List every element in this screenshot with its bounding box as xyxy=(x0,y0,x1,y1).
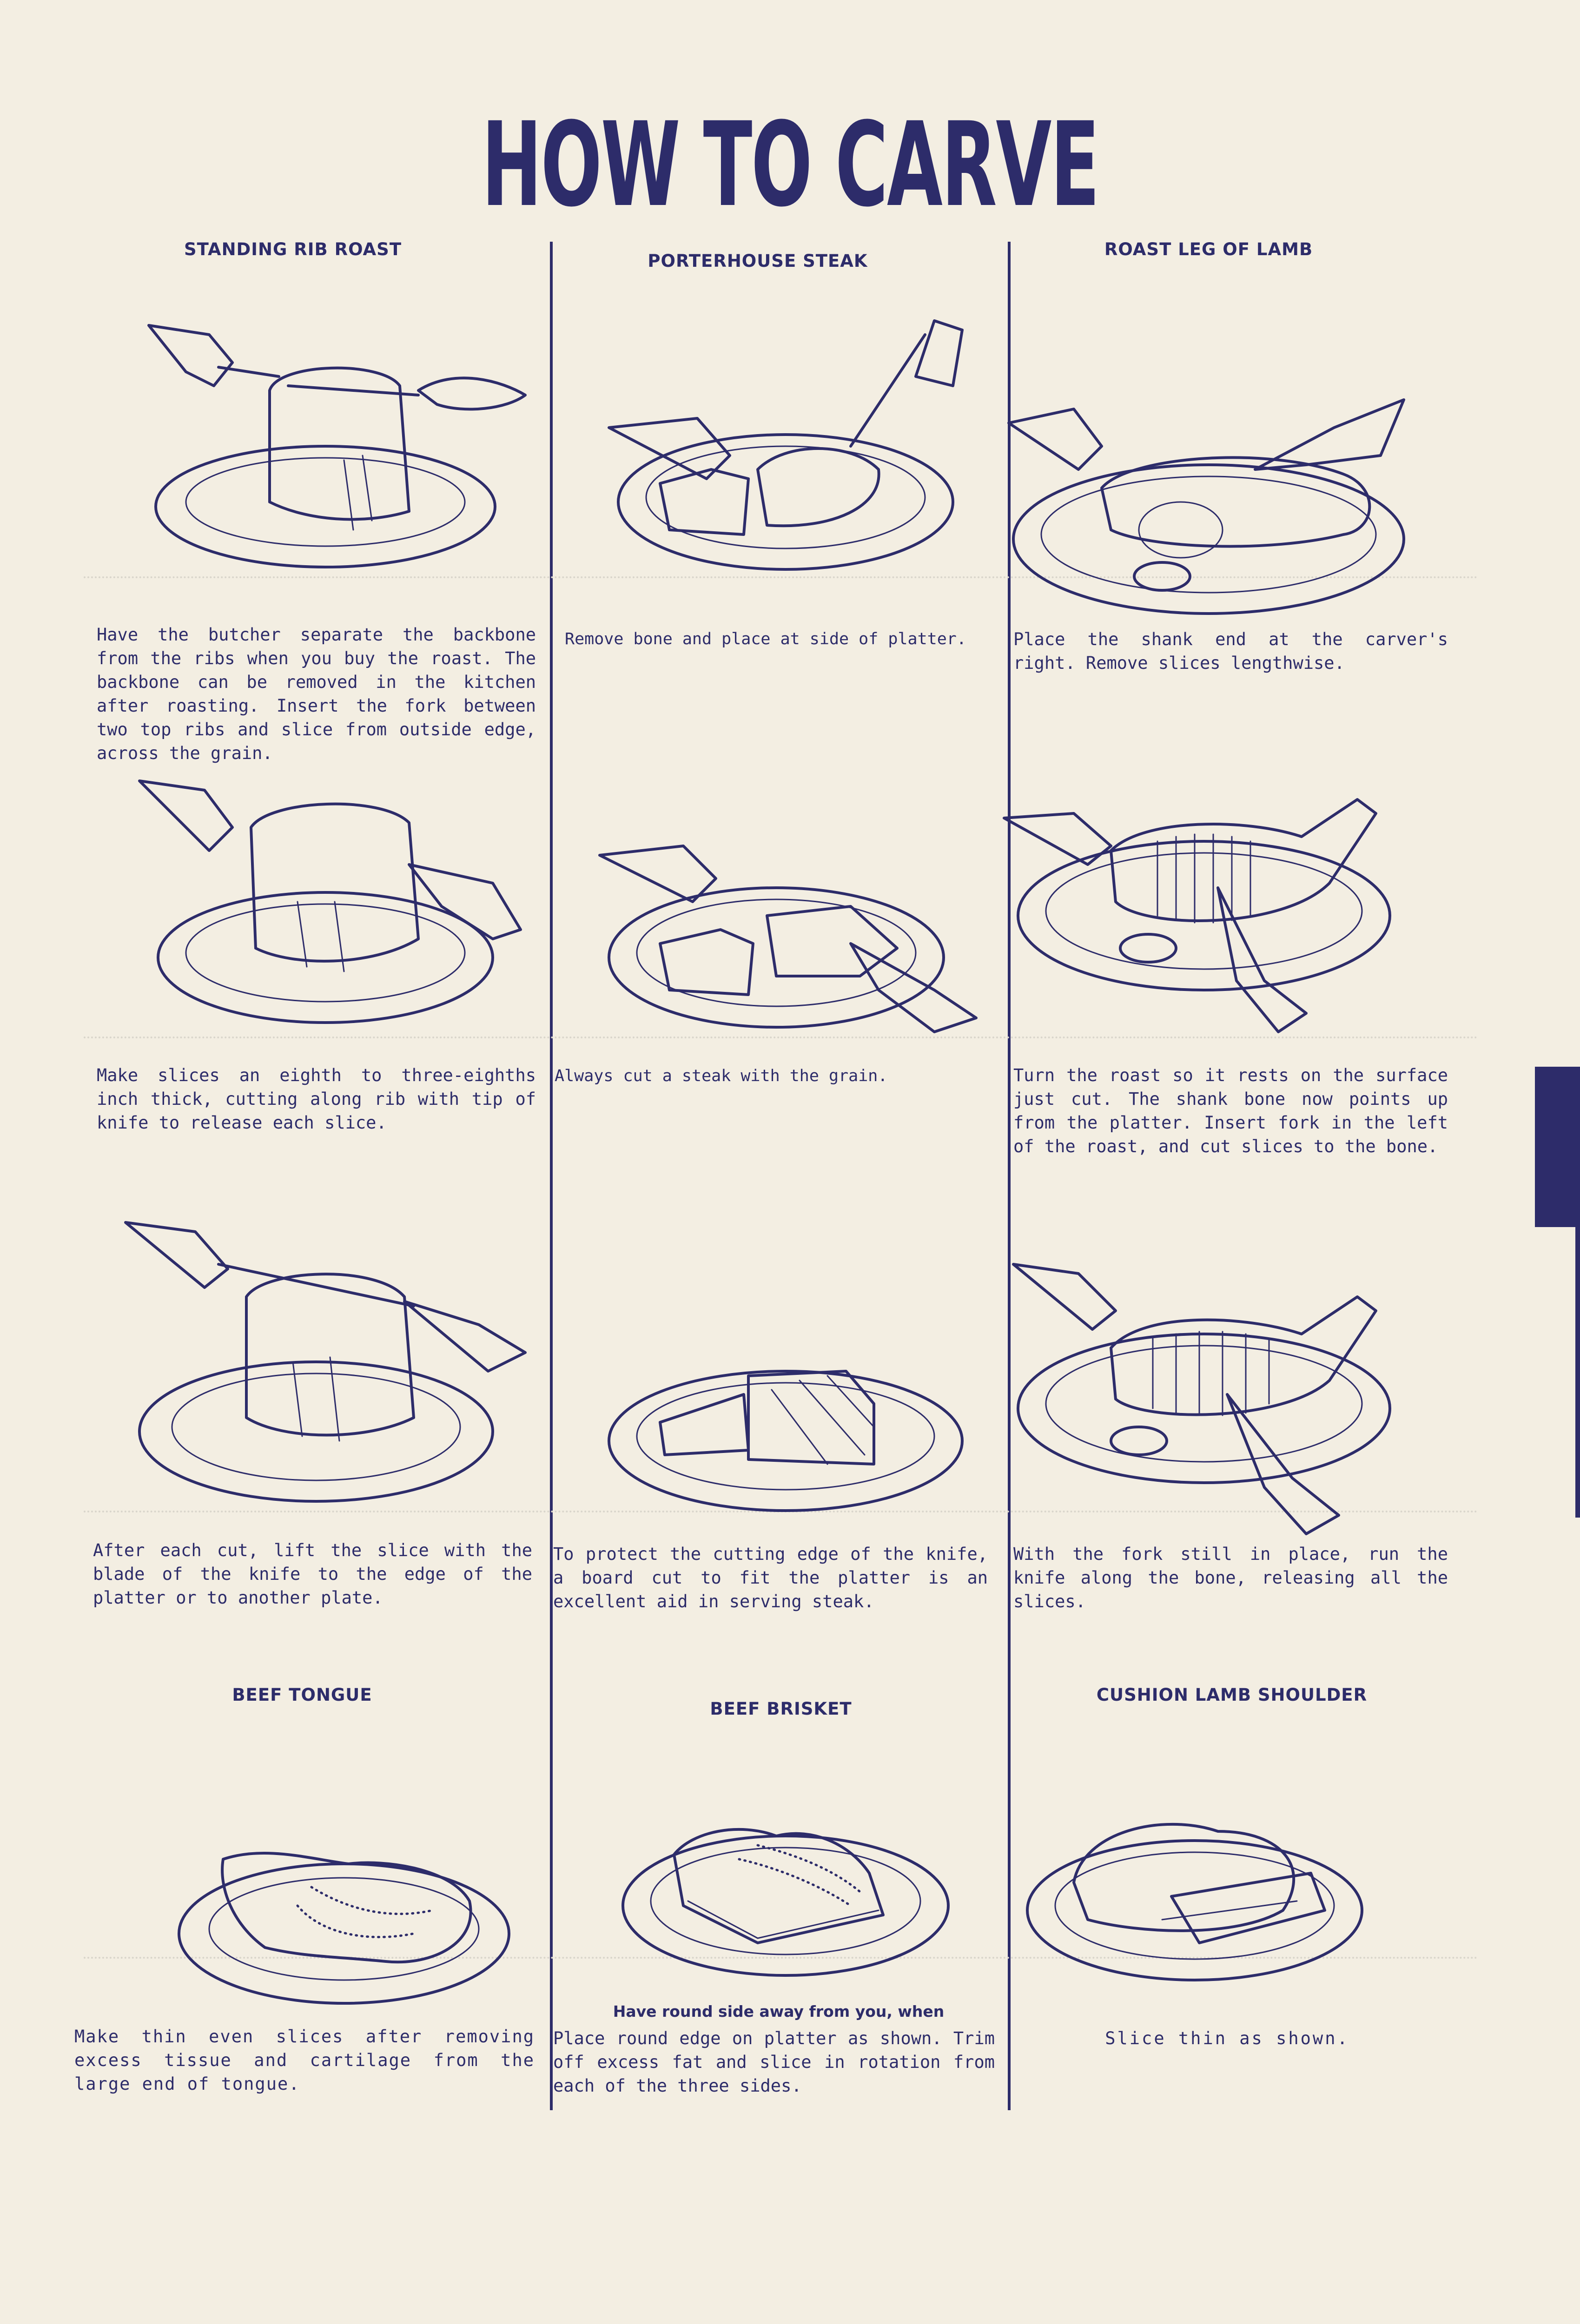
cushion-lamb-illustration xyxy=(1023,1803,1367,1989)
heading-roast-leg-of-lamb: ROAST LEG OF LAMB xyxy=(1104,239,1313,259)
porterhouse-illustration-3 xyxy=(595,1348,1004,1525)
beef-brisket-text: Place round edge on platter as shown. Trim off excess fat and slice in rotation from each of the three sides. xyxy=(553,2028,995,2096)
lamb-leg-illustration-1 xyxy=(1009,381,1418,623)
heading-standing-rib-roast: STANDING RIB ROAST xyxy=(184,239,402,259)
heading-beef-tongue: BEEF TONGUE xyxy=(232,1685,372,1705)
heading-cushion-lamb-shoulder: CUSHION LAMB SHOULDER xyxy=(1096,1685,1368,1705)
lamb-leg-step-1-text: Place the shank end at the carver's right. Remove slices lengthwise. xyxy=(1013,629,1448,673)
page-title: HOW TO CARVE xyxy=(482,97,1099,232)
beef-brisket-illustration xyxy=(618,1803,953,1980)
beef-tongue-text: Make thin even slices after removing excess tissue and cartilage from the large end of tongue. xyxy=(74,2027,535,2094)
porterhouse-illustration-1 xyxy=(590,316,999,576)
porterhouse-illustration-2 xyxy=(590,837,1009,1050)
rib-roast-illustration-3 xyxy=(126,1222,544,1511)
porterhouse-step-2-text: Always cut a steak with the grain. xyxy=(555,1067,888,1085)
beef-tongue-illustration xyxy=(172,1841,516,2008)
lamb-leg-illustration-2 xyxy=(1004,762,1422,1050)
porterhouse-step-3-text: To protect the cutting edge of the knife, a board cut to fit the platter is an excellent aid in serving steak. xyxy=(553,1544,988,1611)
thumb-tab xyxy=(1535,1067,1580,1227)
thumb-tab-edge xyxy=(1575,1227,1580,1518)
heading-porterhouse-steak: PORTERHOUSE STEAK xyxy=(648,251,868,271)
rib-roast-illustration-2 xyxy=(139,772,549,1032)
porterhouse-step-1-text: Remove bone and place at side of platter. xyxy=(565,630,966,648)
rib-roast-step-1-text: Have the butcher separate the backbone from the ribs when you buy the roast. The backbone can be removed in the kitchen after roasting. Insert the fork between two top ribs and slice from outside edge, across the grain. xyxy=(97,625,536,763)
rib-roast-step-3-text: After each cut, lift the slice with the blade of the knife to the edge of the platter or to another plate. xyxy=(93,1540,532,1608)
rib-roast-illustration-1 xyxy=(139,316,558,576)
lamb-leg-illustration-3 xyxy=(1004,1255,1422,1543)
brisket-subheading: Have round side away from you, when xyxy=(613,2002,945,2020)
lamb-leg-step-2-text: Turn the roast so it rests on the surface just cut. The shank bone now points up from the platter. Insert fork in the left of the roast, and cut slices to the bone. xyxy=(1013,1065,1448,1156)
cushion-lamb-text: Slice thin as shown. xyxy=(1105,2028,1349,2048)
rib-roast-step-2-text: Make slices an eighth to three-eighths inch thick, cutting along rib with tip of knife to release each slice. xyxy=(97,1065,536,1133)
lamb-leg-step-3-text: With the fork still in place, run the knife along the bone, releasing all the slices. xyxy=(1013,1544,1448,1611)
heading-beef-brisket: BEEF BRISKET xyxy=(710,1699,852,1719)
